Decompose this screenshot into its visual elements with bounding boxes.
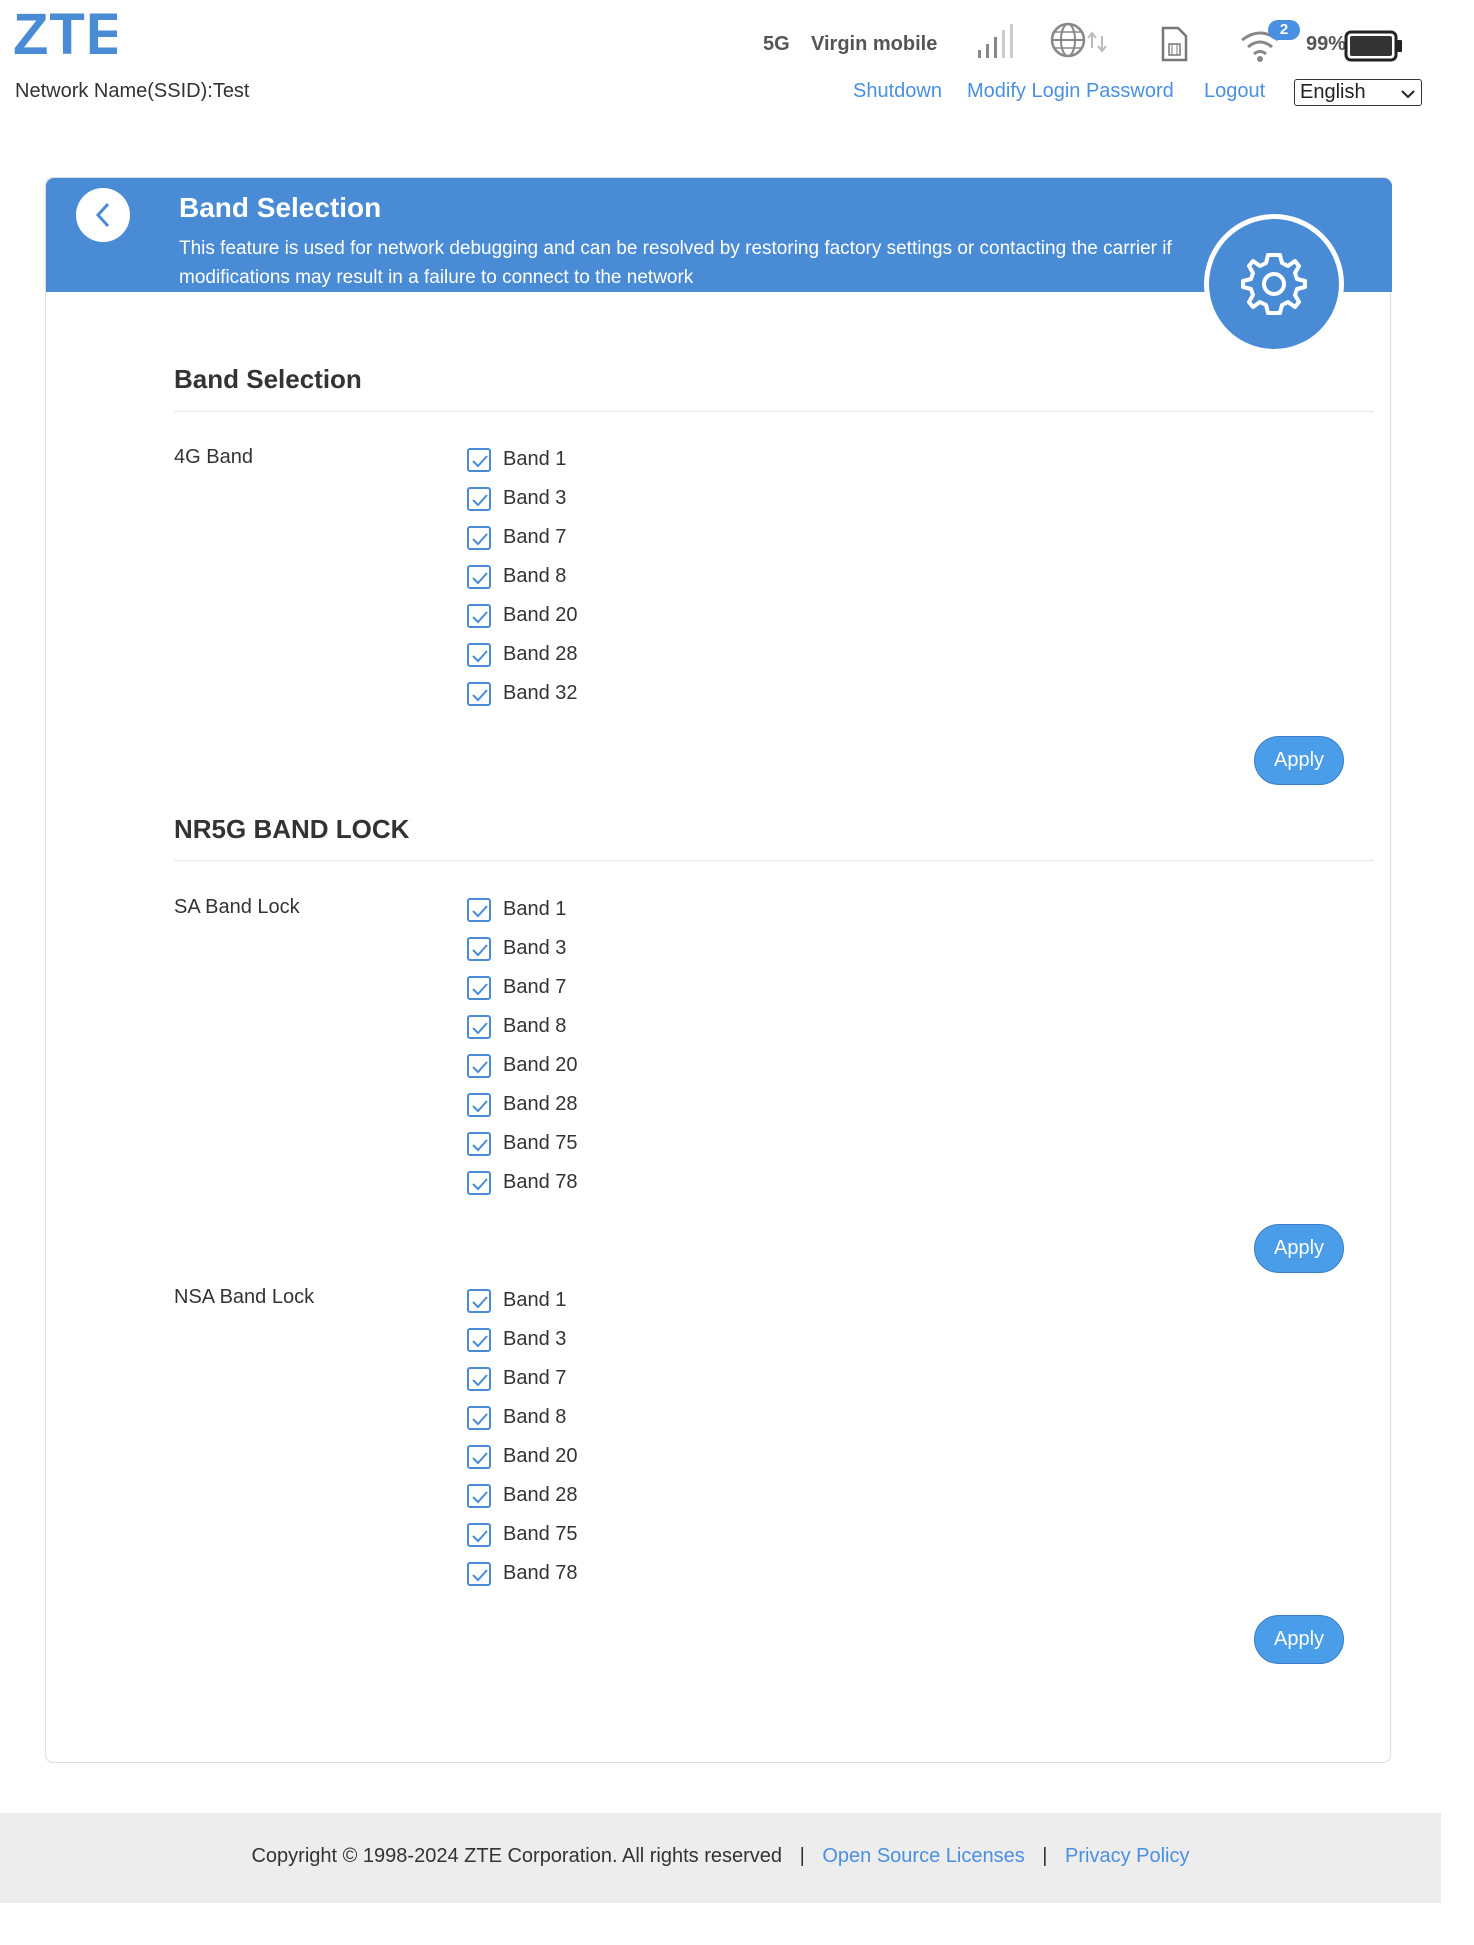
4g-band-checkbox[interactable]: [467, 682, 491, 706]
sa-band-lock-label: SA Band Lock: [174, 896, 300, 918]
settings-badge: [1204, 214, 1344, 354]
sa-band-label: Band 7: [503, 976, 567, 998]
sa-band-checkbox[interactable]: [467, 1132, 491, 1156]
sa-band-item[interactable]: [467, 1085, 578, 1124]
internet-globe-icon: [1050, 22, 1114, 62]
nsa-band-label: Band 20: [503, 1445, 578, 1467]
carrier-name: Virgin mobile: [811, 33, 938, 55]
checkmark-icon: [471, 1020, 489, 1036]
nr5g-band-lock-heading: NR5G BAND LOCK: [174, 814, 410, 844]
sa-band-list: [467, 890, 578, 1202]
section-divider: [174, 411, 1374, 412]
sa-band-label: Band 20: [503, 1054, 578, 1076]
4g-band-item[interactable]: [467, 479, 578, 518]
sa-band-item[interactable]: [467, 1124, 578, 1163]
sa-band-item[interactable]: [467, 890, 578, 929]
open-source-licenses-link[interactable]: Open Source Licenses: [822, 1845, 1025, 1867]
4g-band-label: Band 3: [503, 487, 567, 509]
section-divider: [174, 860, 1374, 861]
chevron-left-icon: [94, 202, 112, 228]
nsa-band-checkbox[interactable]: [467, 1406, 491, 1430]
checkmark-icon: [471, 492, 489, 508]
4g-band-label: Band 8: [503, 565, 567, 587]
checkmark-icon: [471, 1489, 489, 1505]
ssid-label: Network Name(SSID):Test: [15, 80, 250, 102]
sa-band-label: Band 1: [503, 898, 567, 920]
sa-band-item[interactable]: [467, 1007, 578, 1046]
chevron-down-icon: [1401, 81, 1415, 107]
4g-band-item[interactable]: [467, 674, 578, 713]
4g-band-item[interactable]: [467, 557, 578, 596]
svg-text:ZTE: ZTE: [13, 8, 117, 60]
checkmark-icon: [471, 453, 489, 469]
nsa-band-item[interactable]: [467, 1398, 578, 1437]
footer-separator: |: [1042, 1845, 1048, 1867]
checkmark-icon: [471, 903, 489, 919]
zte-logo-mark: [13, 8, 117, 60]
nsa-band-item[interactable]: [467, 1320, 578, 1359]
nsa-band-item[interactable]: [467, 1437, 578, 1476]
shutdown-link[interactable]: Shutdown: [853, 80, 942, 102]
nsa-band-label: Band 8: [503, 1406, 567, 1428]
4g-band-checkbox[interactable]: [467, 565, 491, 589]
4g-band-label: Band 32: [503, 682, 578, 704]
zte-logo: [13, 8, 117, 65]
gear-icon: [1239, 249, 1309, 319]
nsa-band-checkbox[interactable]: [467, 1289, 491, 1313]
4g-band-list: [467, 440, 578, 713]
sa-band-checkbox[interactable]: [467, 976, 491, 1000]
checkmark-icon: [471, 570, 489, 586]
footer: [0, 1813, 1441, 1903]
battery-icon: [1344, 30, 1404, 62]
4g-band-label: Band 1: [503, 448, 567, 470]
4g-band-item[interactable]: [467, 518, 578, 557]
4g-band-item[interactable]: [467, 440, 578, 479]
checkmark-icon: [471, 942, 489, 958]
band-selection-panel: [45, 177, 1391, 1763]
4g-band-checkbox[interactable]: [467, 526, 491, 550]
signal-strength-icon: [976, 24, 1016, 60]
language-select[interactable]: English: [1294, 79, 1422, 106]
nsa-band-item[interactable]: [467, 1359, 578, 1398]
sim-card-icon: [1160, 26, 1188, 62]
nsa-band-lock-label: NSA Band Lock: [174, 1286, 315, 1308]
privacy-policy-link[interactable]: Privacy Policy: [1065, 1845, 1190, 1867]
nsa-band-label: Band 1: [503, 1289, 567, 1311]
wifi-clients-badge: 2: [1268, 20, 1300, 40]
nsa-band-label: Band 3: [503, 1328, 567, 1350]
network-type: 5G: [763, 33, 790, 55]
nsa-band-checkbox[interactable]: [467, 1484, 491, 1508]
nsa-band-item[interactable]: [467, 1515, 578, 1554]
sa-band-label: Band 78: [503, 1171, 578, 1193]
apply-sa-button[interactable]: Apply: [1254, 1224, 1344, 1273]
sa-band-label: Band 8: [503, 1015, 567, 1037]
checkmark-icon: [471, 1567, 489, 1583]
page-title: Band Selection: [179, 192, 382, 223]
4g-band-label: 4G Band: [174, 446, 253, 468]
nsa-band-checkbox[interactable]: [467, 1562, 491, 1586]
page-banner: [46, 178, 1392, 292]
checkmark-icon: [471, 687, 489, 703]
nsa-band-label: Band 7: [503, 1367, 567, 1389]
nsa-band-checkbox[interactable]: [467, 1445, 491, 1469]
sa-band-checkbox[interactable]: [467, 1171, 491, 1195]
checkmark-icon: [471, 1098, 489, 1114]
sa-band-checkbox[interactable]: [467, 898, 491, 922]
4g-band-label: Band 7: [503, 526, 567, 548]
checkmark-icon: [471, 1294, 489, 1310]
nsa-band-label: Band 78: [503, 1562, 578, 1584]
4g-band-checkbox[interactable]: [467, 604, 491, 628]
4g-band-checkbox[interactable]: [467, 448, 491, 472]
checkmark-icon: [471, 609, 489, 625]
checkmark-icon: [471, 1372, 489, 1388]
nsa-band-label: Band 28: [503, 1484, 578, 1506]
back-button[interactable]: [76, 188, 130, 242]
4g-band-label: Band 20: [503, 604, 578, 626]
apply-nsa-button[interactable]: Apply: [1254, 1615, 1344, 1664]
sa-band-label: Band 28: [503, 1093, 578, 1115]
sa-band-item[interactable]: [467, 1046, 578, 1085]
sa-band-checkbox[interactable]: [467, 937, 491, 961]
nsa-band-item[interactable]: [467, 1554, 578, 1593]
sa-band-item[interactable]: [467, 1163, 578, 1202]
checkmark-icon: [471, 648, 489, 664]
nsa-band-checkbox[interactable]: [467, 1367, 491, 1391]
nsa-band-checkbox[interactable]: [467, 1328, 491, 1352]
sa-band-checkbox[interactable]: [467, 1093, 491, 1117]
4g-band-label: Band 28: [503, 643, 578, 665]
modify-login-password-link[interactable]: Modify Login Password: [967, 80, 1174, 102]
copyright-text: Copyright © 1998-2024 ZTE Corporation. All rights reserved: [251, 1845, 783, 1867]
checkmark-icon: [471, 1137, 489, 1153]
checkmark-icon: [471, 1176, 489, 1192]
logout-link[interactable]: Logout: [1204, 80, 1266, 102]
checkmark-icon: [471, 531, 489, 547]
band-selection-heading: Band Selection: [174, 364, 362, 394]
checkmark-icon: [471, 1333, 489, 1349]
nsa-band-item[interactable]: [467, 1476, 578, 1515]
sa-band-checkbox[interactable]: [467, 1054, 491, 1078]
battery-percent: 99%: [1306, 33, 1347, 55]
sa-band-checkbox[interactable]: [467, 1015, 491, 1039]
sa-band-label: Band 75: [503, 1132, 578, 1154]
4g-band-item[interactable]: [467, 596, 578, 635]
4g-band-checkbox[interactable]: [467, 643, 491, 667]
footer-separator: |: [799, 1845, 805, 1867]
checkmark-icon: [471, 981, 489, 997]
apply-4g-button[interactable]: Apply: [1254, 736, 1344, 785]
nsa-band-checkbox[interactable]: [467, 1523, 491, 1547]
sa-band-label: Band 3: [503, 937, 567, 959]
4g-band-item[interactable]: [467, 635, 578, 674]
checkmark-icon: [471, 1450, 489, 1466]
nsa-band-label: Band 75: [503, 1523, 578, 1545]
checkmark-icon: [471, 1528, 489, 1544]
checkmark-icon: [471, 1059, 489, 1075]
sa-band-item[interactable]: [467, 929, 578, 968]
page-description: This feature is used for network debugging and can be resolved by restoring factory settings or contacting the carrier if modifications may result in a failure to connect to the network: [179, 238, 1172, 288]
checkmark-icon: [471, 1411, 489, 1427]
4g-band-checkbox[interactable]: [467, 487, 491, 511]
nsa-band-item[interactable]: [467, 1281, 578, 1320]
sa-band-item[interactable]: [467, 968, 578, 1007]
nsa-band-list: [467, 1281, 578, 1593]
